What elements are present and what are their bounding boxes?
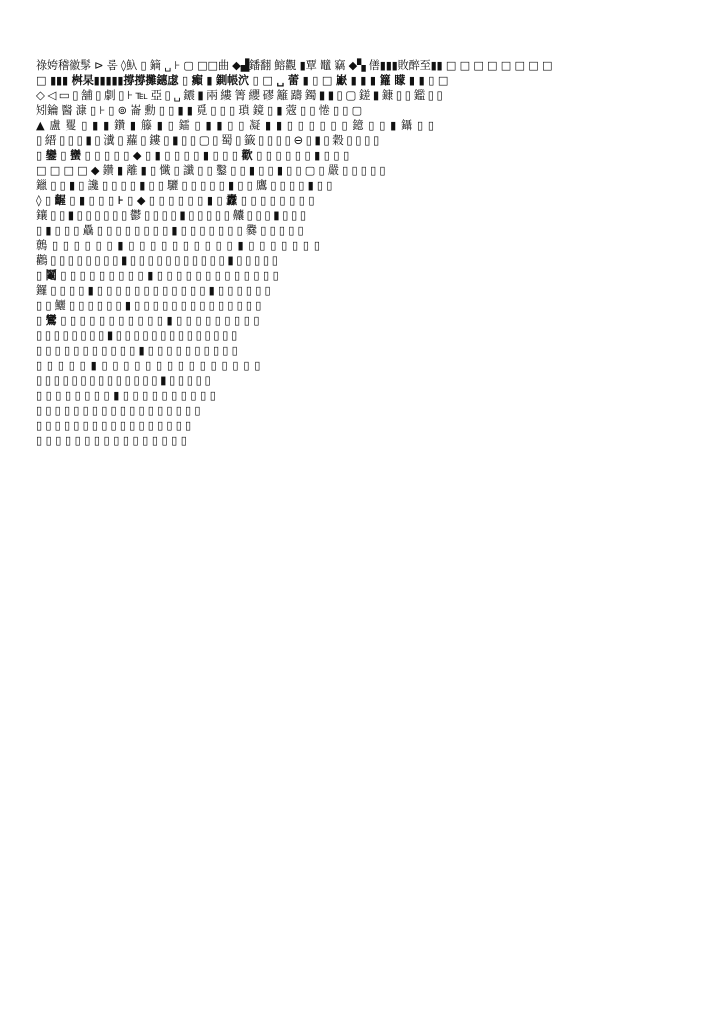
text-line: ◇ ◁ ▭ ▯ 舖 ▯ 劇 ▯ ⊦ ℡ 亞 ▯ ␣ 𨯂 ▮ 兩 縷 箐 纓 磟 籬 躊 鐲 ▮ ▮ ▯ ▢ 鎈 ▮ 鏮 ▯ ▯ 鑑 ▯ ▯ (36, 88, 443, 102)
text-line: ▯ ▯ 鱺 ▯ ▯ ▯ ▯ ▯ ▯ ▮ ▯ ▯ ▯ ▯ ▯ ▯ ▯ ▯ ▯ ▯ ▯ ▯ ▯ ▯ (36, 299, 262, 312)
text-line: 鑲 ▯ ▯ ▮ ▯ ▯ ▯ ▯ ▯ ▯ 鬱 ▯ ▯ ▯ ▯ ▮ ▯ ▯ ▯ ▯ ▯ 齉 ▯ ▯ ▯ ▮ ▯ ▯ ▯ (36, 208, 306, 222)
text-line: ▯ ▯ ▯ ▯ ▯ ▯ ▯ ▯ ▮ ▯ ▯ ▯ ▯ ▯ ▯ ▯ ▯ ▯ ▯ (36, 389, 216, 402)
text-line: 鑞 ▯ ▯ ▮ ▯ 讒 ▯ ▯ ▯ ▯ ▮ ▯ ▯ 驪 ▯ ▯ ▯ ▯ ▯ ▮ ▯ ▯ 鷹 ▯ ▯ ▯ ▯ ▮ ▯ ▯ (36, 179, 333, 192)
text-line: 鷯 ▯ ▯ ▯ ▯ ▯ ▯ ▮ ▯ ▯ ▯ ▯ ▯ ▯ ▯ ▯ ▯ ▯ ▮ ▯ ▯ ▯ ▯ ▯ ▯ ▯ (36, 239, 321, 252)
text-line: ▯ ▮ ▯ ▯ ▯ 驫 ▯ ▯ ▯ ▯ ▯ ▯ ▯ ▯ ▮ ▯ ▯ ▯ ▯ ▯ ▯ ▯ 爨 ▯ ▯ ▯ ▯ ▯ (36, 224, 304, 237)
text-line: ▯ ▯ ▯ ▯ ▯ ▯ ▯ ▯ ▯ ▯ ▯ ▯ ▯ ▯ ▮ ▯ ▯ ▯ ▯ ▯ (36, 373, 211, 387)
text-line: ◊ ▯ 齷 ▯ ▮ ▯ ▯ ▯ ⊦ ▯ ◆ ▯ ▯ ▯ ▯ ▯ ▯ ▮ ▯ 纛 ▯ ▯ ▯ ▯ ▯ ▯ ▯ ▯ (36, 194, 315, 207)
text-line: ▯ 鑾 ▯ 蠻 ▯ ▯ ▯ ▯ ▯ ◆ ▯ ▮ ▯ ▯ ▯ ▯ ▮ ▯ ▯ ▯ 歡 ▯ ▯ ▯ ▯ ▯ ▯ ▮ ▯ ▯ ▯ (36, 149, 350, 162)
garbled-text-block (36, 58, 696, 958)
text-line: ▯ ▯ ▯ ▯ ▯ ▯ ▯ ▯ ▯ ▯ ▯ ▯ ▯ ▯ ▯ ▯ (36, 434, 187, 447)
text-line: 鑼 ▯ ▯ ▯ ▯ ▮ ▯ ▯ ▯ ▯ ▯ ▯ ▯ ▯ ▯ ▯ ▯ ▯ ▮ ▯ ▯ ▯ ▯ ▯ ▯ (36, 284, 271, 297)
text-line: 矧鑰 醫 漮 ▯ ⊦ ▯ ⊚ 崙 勳 ▯ ▯ ▮ ▮ 覓 ▯ ▯ ▯ 瑣 鏡 ▯ ▮ 蔲 ▯ ▯ 惓 ▯ ▯ ▢ (36, 104, 362, 117)
text-line: ▯ ▯ ▯ ▯ ▯ ▯ ▯ ▯ ▯ ▯ ▯ ▯ ▯ ▯ ▯ ▯ ▯ ▯ (36, 404, 201, 417)
text-line: ▲ 盧 矍 ▯ ▮ ▮ 鑽 ▮ 籐 ▮ ▯ 鐳 ▯ ▮ ▮ ▯ ▯ 凝 ▮ ▮ ▯ ▯ ▯ ▯ ▯ ▯ 鐿 ▯ ▯ ▮ 鑷 ▯ ▯ (36, 119, 435, 132)
text-line: ▯ ▯ ▯ ▯ ▯ ▯ ▯ ▯ ▯ ▯ ▯ ▮ ▯ ▯ ▯ ▯ ▯ ▯ ▯ ▯ ▯ ▯ (36, 344, 238, 357)
text-line: 鸛 ▯ ▯ ▯ ▯ ▯ ▯ ▯ ▯ ▮ ▯ ▯ ▯ ▯ ▯ ▯ ▯ ▯ ▯ ▯ ▯ ▮ ▯ ▯ ▯ ▯ ▯ (36, 253, 278, 267)
text-line: □ ▮▮▮ 桝杲▮▮▮▮▮撐撐攤鏸虙 ▯ 癲 ▮ 鍘帳泬 ▯ □ ␣ 蕾 ▮ ▯ □ 巚 ▮ ▮ ▮ 籮 矇 ▮ ▮ ▯ □ (36, 74, 449, 87)
text-line: ▯ 鬮 ▯ ▯ ▯ ▯ ▯ ▯ ▯ ▯ ▯ ▮ ▯ ▯ ▯ ▯ ▯ ▯ ▯ ▯ ▯ ▯ ▯ ▯ ▯ (36, 269, 279, 282)
text-line: ▯ ▯ ▯ ▯ ▯ ▯ ▯ ▯ ▯ ▯ ▯ ▯ ▯ ▯ ▯ ▯ ▯ (36, 419, 191, 432)
text-line: □ □ □ □ ◆ 鑽 ▮ 離 ▮ ▯ 懺 ▯ 讖 ▯ ▯ 鑿 ▯ ▯ ▮ ▯ ▯ ▮ ▯ ▯ ▢ ▯ 嚴 ▯ ▯ ▯ ▯ ▯ (36, 164, 386, 177)
text-line: ▯ ▯ ▯ ▯ ▯ ▯ ▯ ▯ ▮ ▯ ▯ ▯ ▯ ▯ ▯ ▯ ▯ ▯ ▯ ▯ ▯ ▯ ▯ (36, 328, 237, 342)
text-line: ▯ 鸞 ▯ ▯ ▯ ▯ ▯ ▯ ▯ ▯ ▯ ▯ ▯ ▮ ▯ ▯ ▯ ▯ ▯ ▯ ▯ ▯ ▯ (36, 314, 260, 327)
text-line: ▯ 縉 ▯ ▯ ▯ ▮ ▯ 瀵 ▯ 蘿 ▯ 鏤 ▯ ▮ ▯ ▯ ▢ ▯ 蜀 ▯ 籤 ▯ ▯ ▯ ▯ ⊖ ▯ ▮ ▯ 穀 ▯ ▯ ▯ ▯ (36, 133, 379, 147)
text-line: 祿姱稽徽髳 ⊳ 롬 ◊魞 ▯ 鏑 ␣ ⊦ ▢ □□曲 ◆▟鐇翻 鰫觀 ▮覃 鼊 竊 ◆▚ 僐▮▮▮敗醉至▮▮ □ □ □ □ □ □ □ □ (36, 59, 553, 72)
text-line: ▯ ▯ ▯ ▯ ▯ ▮ ▯ ▯ ▯ ▯ ▯ ▯ ▯ ▯ ▯ ▯ ▯ ▯ ▯ ▯ ▯ (36, 359, 262, 372)
